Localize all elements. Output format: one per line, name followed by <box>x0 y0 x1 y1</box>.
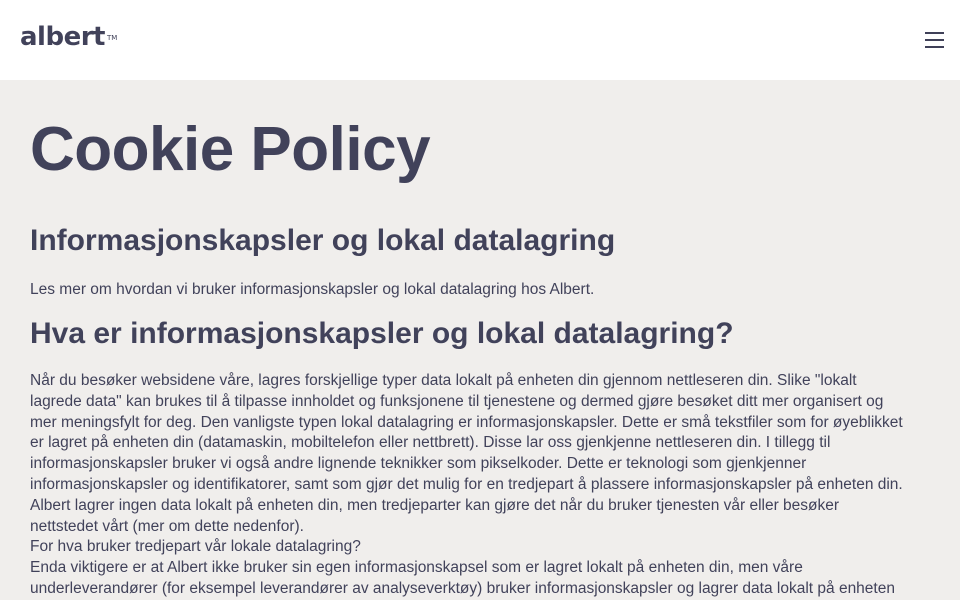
body-line: For hva bruker tredjepart vår lokale datalagring? <box>30 538 361 556</box>
menu-bar-top <box>925 32 944 34</box>
body-paragraph <box>30 371 930 600</box>
intro-paragraph: Les mer om hvordan vi bruker informasjonskapsler og lokal datalagring hos Albert. <box>30 281 595 298</box>
body-line: informasjonskapsler bruker vi også andre lignende teknikker som pikselkoder. Dette er teknologi som gjenkjenner <box>30 455 807 473</box>
menu-bar-middle <box>925 39 944 41</box>
body-line: er lagret på enheten din (datamaskin, mobiltelefon eller nettbrett). Disse lar oss gjenkjenne nettleseren din. I tillegg til <box>30 434 831 452</box>
body-line: nettstedet vårt (mer om dette nedenfor). <box>30 517 304 535</box>
trademark-mark: TM <box>106 34 118 42</box>
section-heading-storage: Informasjonskapsler og lokal datalagring <box>30 224 616 257</box>
body-line: underleverandører (for eksempel leverandører av analyseverktøy) bruker informasjonskapsler og lagrer data lokalt på enheten <box>30 579 895 597</box>
hamburger-menu-icon[interactable] <box>922 28 948 52</box>
site-header <box>0 0 960 80</box>
body-line: Når du besøker websidene våre, lagres forskjellige typer data lokalt på enheten din gjennom nettleseren din. Slike "lokalt <box>30 372 857 389</box>
section-heading-what-are-cookies: Hva er informasjonskapsler og lokal datalagring? <box>30 317 734 350</box>
body-line: lagrede data" kan brukes til å tilpasse innholdet og funksjonene til tjenestene og dermed gjøre besøket ditt mer organisert og <box>30 392 884 410</box>
body-line: Albert lagrer ingen data lokalt på enheten din, men tredjeparter kan gjøre det når du bruker tjenesten vår eller besøker <box>30 496 840 514</box>
menu-bar-bottom <box>925 46 944 48</box>
body-line: Enda viktigere er at Albert ikke bruker sin egen informasjonskapsel som er lagret lokalt på enheten din, men våre <box>30 559 803 577</box>
body-line: mer meningsfylt for deg. Den vanligste typen lokal datalagring er informasjonskapsler. Dette er små tekstfiler som for øyeblikket <box>30 413 903 431</box>
logo-text: albert <box>20 22 105 52</box>
albert-logo[interactable] <box>20 22 117 52</box>
page-title: Cookie Policy <box>30 115 431 184</box>
body-line: informasjonskapsler og identifikatorer, samt som gjør det mulig for en tredjepart å plassere informasjonskapsler på enheten din. <box>30 475 903 493</box>
